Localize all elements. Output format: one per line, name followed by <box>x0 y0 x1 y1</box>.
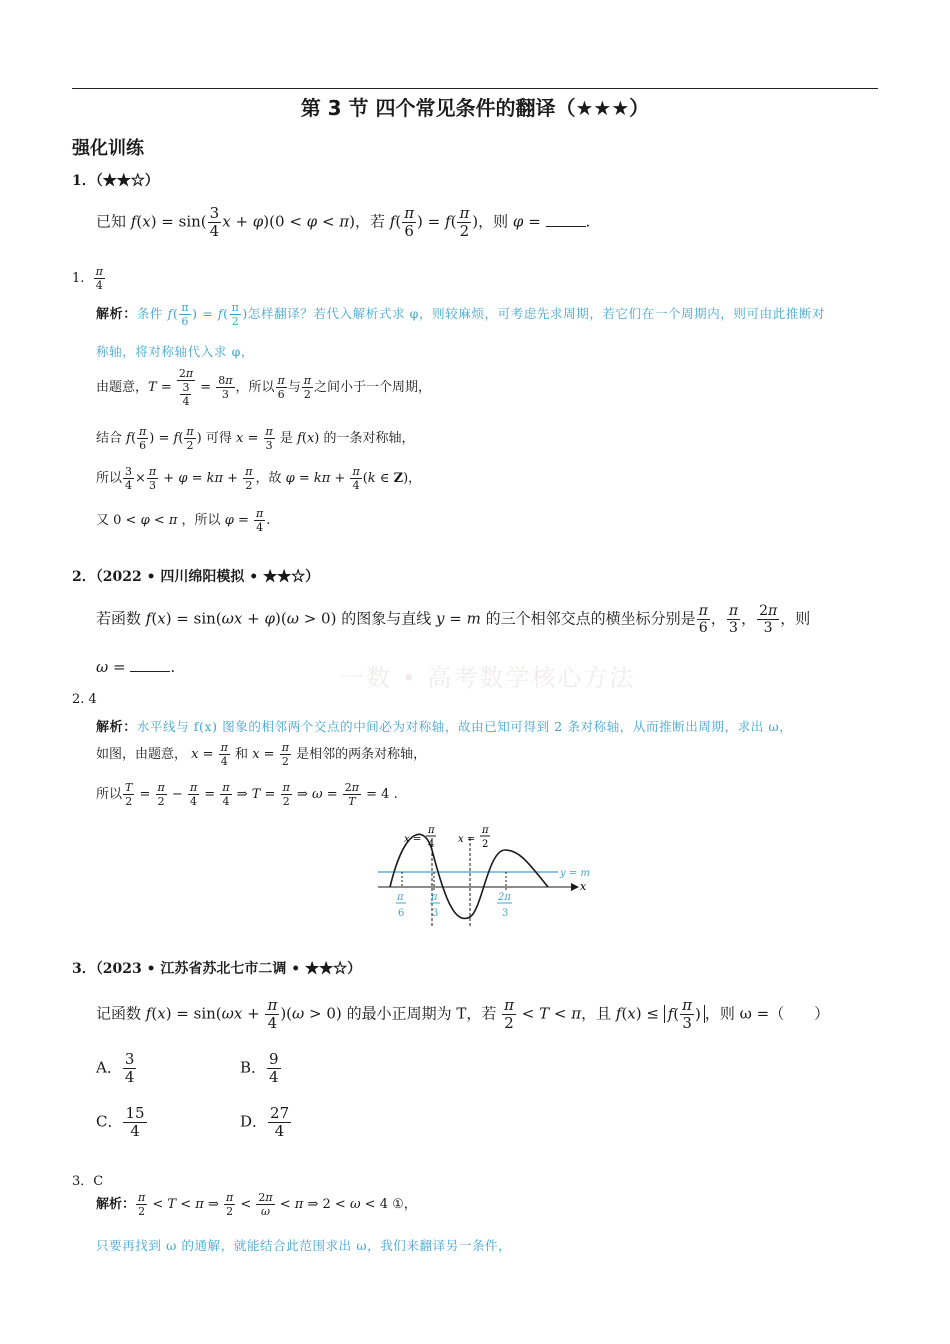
q1-step2-a: 结合 <box>96 431 123 446</box>
q2-answer: 2. 4 <box>72 692 97 707</box>
q1-answer: 1. $\frac{\pi}{4}$ <box>72 265 103 292</box>
q2-solution-label: 解析： <box>96 720 137 735</box>
svg-text:π: π <box>482 825 489 836</box>
q1-step1-d: 之间小于一个周期， <box>314 380 432 395</box>
section-heading: 强化训练 <box>72 138 144 159</box>
q1-step4: 又 0 < φ < π ，所以 φ = $\frac{\pi}{4}$ . <box>96 507 271 534</box>
q1-tip-b: 怎样翻译？若代入解析式求 φ，则较麻烦，可考虑先求周期，若它们在一个周期内，则可由此推断对 <box>247 306 826 321</box>
option-c-label: C． <box>96 1112 123 1131</box>
q1-heading: 1．（★★☆） <box>72 173 159 189</box>
option-b-label: B． <box>240 1058 267 1077</box>
q1-step1: 由题意，T = $\frac{2\pi}{\frac{3}{4}}$ = $\frac{8\pi}{3}$ ，所以 $\frac{\pi}{6}$ 与 $\frac{\pi}{2}$ 之间小于一个周期， <box>96 367 432 408</box>
svg-text:π: π <box>431 892 438 903</box>
svg-text:3: 3 <box>502 908 509 919</box>
q1-stem: 已知 f(x) = sin( $\frac{3}{4}$ x + φ)(0 < φ < π)，若 f( $\frac{\pi}{6}$ ) = f( $\frac{\pi}{2}$ )，则 φ = . <box>96 204 591 240</box>
q1-step3-a: 所以 <box>96 471 123 486</box>
q3-stem-a: 记函数 <box>96 1004 142 1023</box>
option-b-den: 4 <box>269 1068 279 1086</box>
option-a[interactable] <box>96 1052 137 1085</box>
q3-step1-end: ①， <box>392 1197 417 1212</box>
q3-step1: 解析： $\frac{\pi}{2}$ < T < π ⇒ $\frac{\pi}{2}$ < $\frac{2\pi}{\omega}$ < π ⇒ 2 < ω < 4 ①， <box>96 1191 417 1218</box>
q1-step3: 所以 $\frac{3}{4}$ × $\frac{\pi}{3}$ + φ = kπ + $\frac{\pi}{2}$ ，故 φ = kπ + $\frac{\pi}{4}$ (k ∈ Z)， <box>96 465 422 492</box>
q1-step1-a: 由题意， <box>96 380 149 395</box>
q3-stem: 记函数 f(x) = sin(ωx + $\frac{\pi}{4}$ )(ω > 0) 的最小正周期为 T，若 $\frac{\pi}{2}$ < T < π，且 f(x) ≤ f( $\frac{\pi}{3}$ ) ，则 ω =（ ） <box>96 996 830 1032</box>
q1-tip-line2: 称轴，将对称轴代入求 φ， <box>96 344 255 359</box>
q1-step3-c: ， <box>408 471 422 486</box>
q1-answer-number: 1. <box>72 271 85 286</box>
q3-stem-c: ，且 <box>581 1004 612 1023</box>
q3-heading: 3．（2023 • 江苏省苏北七市二调 • ★★☆） <box>72 961 362 977</box>
q2-heading: 2．（2022 • 四川绵阳模拟 • ★★☆） <box>72 569 320 585</box>
option-c-num: 15 <box>125 1104 145 1122</box>
top-rule <box>72 88 878 89</box>
label-x: x <box>580 880 587 893</box>
svg-text:x =: x = <box>404 834 422 845</box>
q3-stem-d: ，则 ω =（ ） <box>704 1004 830 1023</box>
q1-step2-c: 是 <box>279 431 293 446</box>
q2-stem-a: 若函数 <box>96 609 142 628</box>
bottom-labels <box>396 892 512 919</box>
option-c-den: 4 <box>130 1122 140 1140</box>
svg-text:π: π <box>428 825 435 836</box>
q1-step3-b: ，故 <box>255 471 282 486</box>
q1-step2: 结合 f( $\frac{\pi}{6}$ ) = f( $\frac{\pi}{2}$ ) 可得 x = $\frac{\pi}{3}$ 是 f(x) 的一条对称轴， <box>96 425 415 452</box>
q2-stem: 若函数 f(x) = sin(ωx + φ)(ω > 0) 的图象与直线 y = m 的三个相邻交点的横坐标分别是 $\frac{\pi}{6}$ ， $\frac{\pi}{3}$ ， $\frac{2\pi}{3}$ ，则 <box>96 603 811 636</box>
q2-step1: 如图，由题意， x = $\frac{\pi}{4}$ 和 x = $\frac{\pi}{2}$ 是相邻的两条对称轴， <box>96 741 427 768</box>
page-title: 第 3 节 四个常见条件的翻译（★★★） <box>300 96 650 120</box>
label-y-m: y = m <box>560 868 590 879</box>
q1-stem-text: 已知 <box>96 212 127 231</box>
svg-text:π: π <box>397 892 404 903</box>
q2-step1-a: 如图，由题意， <box>96 747 188 762</box>
q3-stem-b: 的最小正周期为 T，若 <box>346 1004 497 1023</box>
sine-curve <box>390 834 548 918</box>
q2-stem-end: ω = . <box>96 658 176 676</box>
q2-step2-a: 所以 <box>96 787 123 802</box>
q1-step4-a: 又 <box>96 513 110 528</box>
q1-step1-c: 与 <box>287 380 301 395</box>
watermark: 一数 • 高考数学核心方法 <box>340 664 636 692</box>
q2-step2: 所以 $\frac{T}{2}$ = $\frac{\pi}{2}$ − $\frac{\pi}{4}$ = $\frac{\pi}{4}$ ⇒ T = $\frac{\pi}{2}$ ⇒ ω = $\frac{2\pi}{T}$ = 4 . <box>96 781 398 808</box>
q1-tip-a: 条件 <box>136 306 164 321</box>
q2-stem-d: ，则 <box>780 609 811 628</box>
q1-step4-b: ，所以 <box>181 513 221 528</box>
q2-stem-b: 的图象与直线 <box>341 609 432 628</box>
option-c[interactable] <box>96 1106 148 1139</box>
option-b-num: 9 <box>269 1050 279 1068</box>
option-d-num: 27 <box>270 1104 290 1122</box>
option-a-den: 4 <box>124 1068 135 1086</box>
svg-text:x =: x = <box>458 834 476 845</box>
option-d-den: 4 <box>274 1122 285 1140</box>
q3-tip: 只要再找到 ω 的通解，就能结合此范围求出 ω，我们来翻译另一条件， <box>96 1238 512 1253</box>
q2-stem-c: 的三个相邻交点的横坐标分别是 <box>485 609 696 628</box>
svg-text:2π: 2π <box>498 892 511 903</box>
q1-step1-b: ，所以 <box>235 380 275 395</box>
q2-tip-text: 水平线与 f(x) 图象的相邻两个交点的中间必为对称轴，故由已知可得到 2 条对称轴，从而推断出周期，求出 ω， <box>136 719 793 734</box>
svg-text:4: 4 <box>428 839 435 850</box>
sine-graph <box>370 820 610 930</box>
q2-tip <box>96 716 792 735</box>
option-d[interactable] <box>240 1106 292 1139</box>
q1-tip-line1: 解析：条件 f( $\frac{\pi}{6}$ ) = f( $\frac{\pi}{2}$ )怎样翻译？若代入解析式求 φ，则较麻烦，可考虑先求周期，若它们在一个周期内，则可由此推断对 <box>96 301 826 328</box>
svg-text:3: 3 <box>432 908 439 919</box>
svg-text:6: 6 <box>398 908 405 919</box>
q1-step2-b: 可得 <box>205 431 232 446</box>
option-d-label: D． <box>240 1112 268 1131</box>
q2-step1-c: 是相邻的两条对称轴， <box>296 747 427 762</box>
q3-answer: 3．C <box>72 1174 104 1189</box>
option-a-num: 3 <box>124 1050 135 1068</box>
option-b[interactable] <box>240 1052 282 1085</box>
option-a-label: A． <box>96 1058 122 1077</box>
top-labels <box>404 825 490 850</box>
svg-text:2: 2 <box>482 839 489 850</box>
q2-step1-b: 和 <box>235 747 249 762</box>
q1-step2-d: 的一条对称轴， <box>323 431 415 446</box>
q3-solution-label: 解析： <box>96 1197 136 1212</box>
q1-solution-label: 解析： <box>96 307 137 322</box>
